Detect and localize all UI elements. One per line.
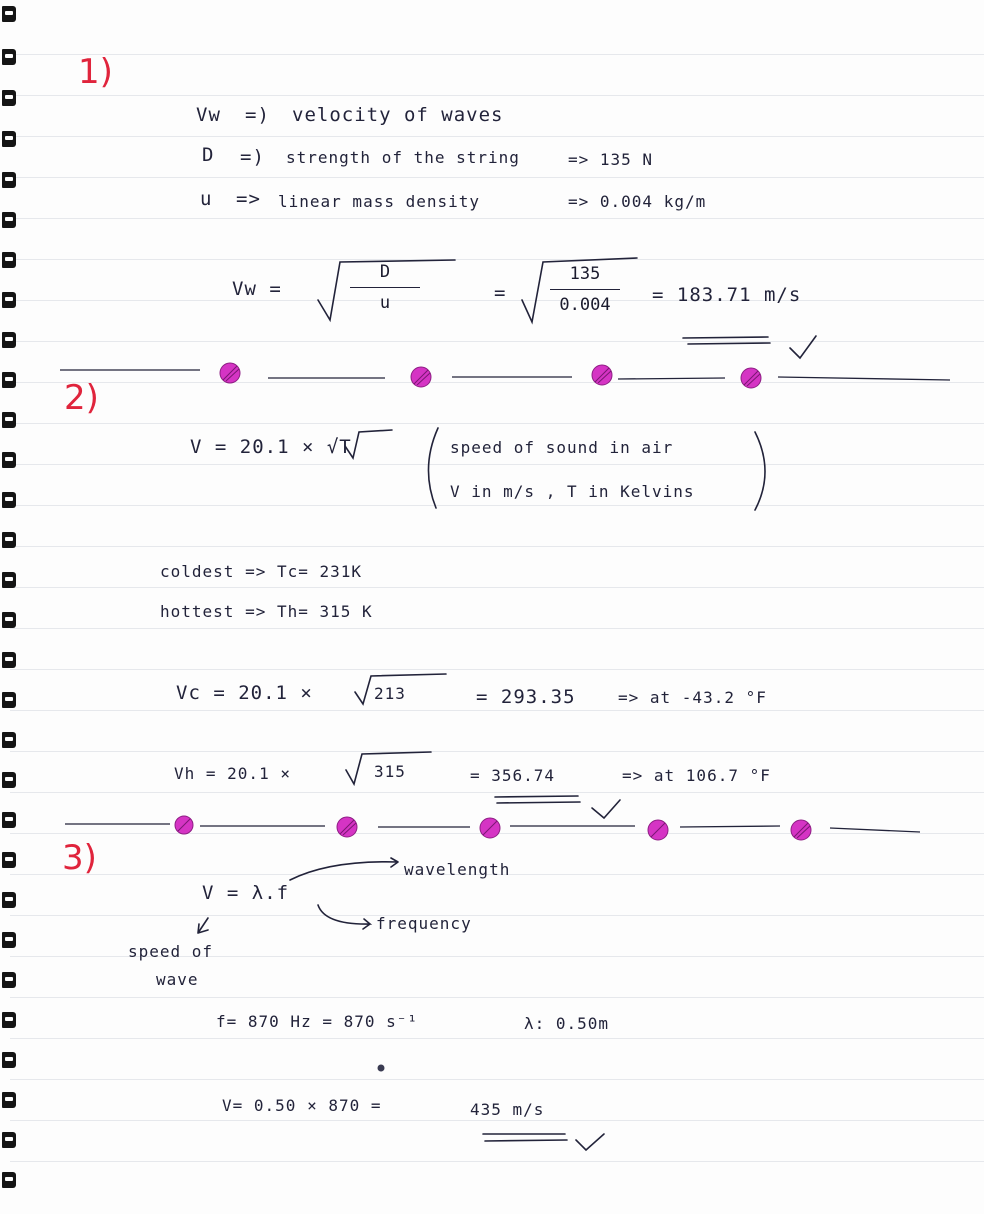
vh-result: = 356.74 [470,766,556,785]
fraction-d-over-u [350,262,420,313]
check-mark-3 [576,1134,604,1150]
fraction-denominator: u [379,293,391,313]
vh-formula: Vh = 20.1 × [174,764,291,783]
fraction-numerator: D [379,262,391,282]
def-arrow: => [236,188,261,210]
result-velocity: = 183.71 m/s [652,284,802,306]
note-speed-of-sound: speed of sound in air [450,438,674,457]
section-number-1: 1) [78,52,113,92]
hottest-temp: hottest => Th= 315 K [160,602,373,621]
vh-note: => at 106.7 °F [622,766,771,785]
def-symbol-vw: Vw [196,104,221,126]
vc-root-value: 213 [374,684,406,703]
def-symbol-d: D [202,144,215,166]
formula-wave-speed: V = λ.f [202,882,290,904]
frequency-value: f= 870 Hz = 870 s⁻¹ [216,1012,419,1031]
check-mark-2 [592,800,620,818]
separator-dots-1 [220,363,761,388]
double-underline-2 [495,796,580,803]
label-wave: wave [156,970,199,989]
vh-root-value: 315 [374,762,406,781]
double-underline-3 [483,1134,567,1141]
arrow-speed [198,918,208,933]
check-mark-1 [790,336,816,358]
wave-speed-calc: V= 0.50 × 870 = [222,1096,382,1115]
def-symbol-u: u [200,188,213,210]
double-underline-1 [683,337,770,344]
ink-dot [378,1065,385,1072]
def-arrow: =) [240,146,265,168]
def-strength: strength of the string [286,148,520,167]
fraction-denominator: 0.004 [559,295,611,315]
equals-sign: = [494,282,507,304]
vc-note: => at -43.2 °F [618,688,767,707]
separator-line-1 [60,370,950,380]
coldest-temp: coldest => Tc= 231K [160,562,363,581]
def-density: linear mass density [278,192,481,211]
paren-left [428,428,438,508]
label-speed-of: speed of [128,942,214,961]
arrow-wavelength [290,858,398,880]
formula-vw-lhs: Vw = [232,278,282,300]
paren-right [755,432,765,510]
arrow-frequency [318,905,370,929]
label-wavelength: wavelength [404,860,511,879]
section-number-3: 3) [62,838,97,878]
wave-speed-result: 435 m/s [470,1100,545,1119]
def-density-value: => 0.004 kg/m [568,192,707,211]
sqrt-sign-3 [345,430,392,458]
def-arrow: =) [245,104,270,126]
separator-dots-2 [175,816,811,840]
vc-formula: Vc = 20.1 × [176,682,313,704]
note-units: V in m/s , T in Kelvins [450,482,695,501]
fraction-numeric [550,264,620,315]
formula-speed-of-sound: V = 20.1 × √T [190,436,352,458]
def-velocity: velocity of waves [292,104,504,126]
section-number-2: 2) [64,378,99,418]
vc-result: = 293.35 [476,686,576,708]
label-frequency: frequency [376,914,472,933]
fraction-numerator: 135 [569,264,601,284]
def-strength-value: => 135 N [568,150,654,169]
wavelength-value: λ: 0.50m [524,1014,610,1033]
